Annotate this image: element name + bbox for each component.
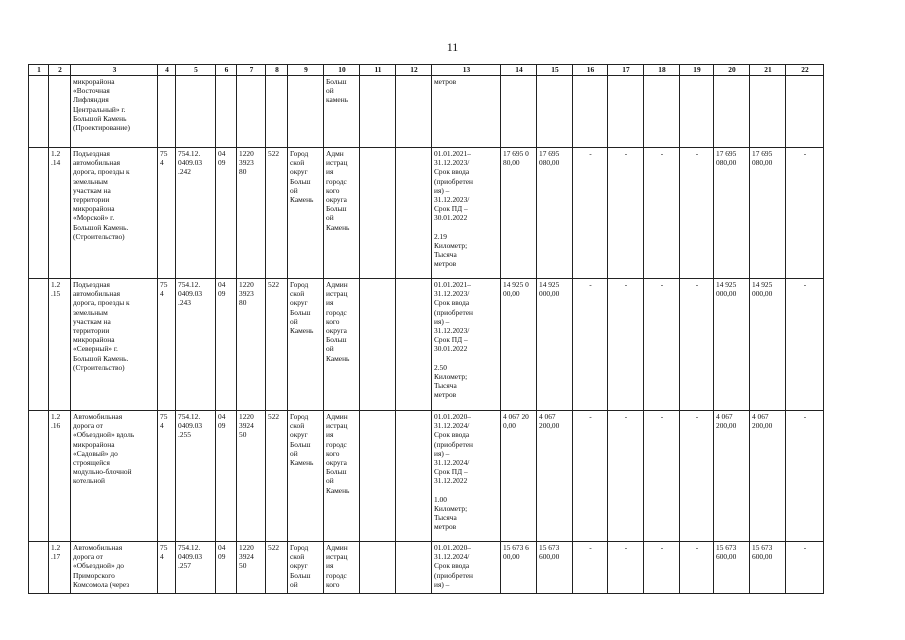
cell-amount: - (680, 279, 714, 411)
cell-code: 522 (266, 148, 288, 279)
cell-administrator: Больш ой камень (324, 76, 360, 148)
cell-code: 1220 3923 80 (237, 148, 266, 279)
cell-empty (360, 542, 396, 594)
column-header: 4 (158, 65, 176, 76)
cell-amount (608, 76, 644, 148)
cell-empty (396, 76, 432, 148)
cell-code: 04 09 (216, 411, 237, 542)
cell-empty (396, 542, 432, 594)
column-header: 6 (216, 65, 237, 76)
cell-code: 1220 3924 50 (237, 542, 266, 594)
cell-number (49, 76, 71, 148)
cell-amount: - (786, 279, 824, 411)
cell-amount: - (786, 542, 824, 594)
table-row (29, 411, 824, 542)
cell-empty (360, 279, 396, 411)
page-number: 11 (446, 40, 459, 54)
cell-amount: 17 695 080,00 (537, 148, 573, 279)
cell-code: 522 (266, 279, 288, 411)
cell-empty (360, 411, 396, 542)
column-header: 17 (608, 65, 644, 76)
cell-amount: 14 925 000,00 (750, 279, 786, 411)
column-header: 18 (644, 65, 680, 76)
cell-municipality: Город ской округ Больш ой Камень (288, 279, 324, 411)
table-row (29, 542, 824, 594)
column-header: 7 (237, 65, 266, 76)
table-row (29, 279, 824, 411)
cell-code: 04 09 (216, 148, 237, 279)
cell-index (29, 411, 49, 542)
cell-amount: 15 673 600,00 (714, 542, 750, 594)
cell-index (29, 148, 49, 279)
cell-administrator: Админ истрац ия городс кого округа Больш ой Камень (324, 411, 360, 542)
cell-code: 522 (266, 542, 288, 594)
cell-administrator: Адмн истрац ия городс кого округа Больш ой Камень (324, 148, 360, 279)
cell-amount (714, 76, 750, 148)
cell-administrator: Админ истрац ия городс кого (324, 542, 360, 594)
column-header: 1 (29, 65, 49, 76)
column-header: 14 (501, 65, 537, 76)
cell-amount: 15 673 6 00,00 (501, 542, 537, 594)
cell-code: 04 09 (216, 542, 237, 594)
column-header: 3 (71, 65, 158, 76)
column-header: 9 (288, 65, 324, 76)
cell-code: 04 09 (216, 279, 237, 411)
cell-number: 1.2 .14 (49, 148, 71, 279)
cell-amount: 4 067 20 0,00 (501, 411, 537, 542)
cell-code: 522 (266, 411, 288, 542)
cell-amount: 17 695 0 80,00 (501, 148, 537, 279)
cell-code (158, 76, 176, 148)
table-row (29, 148, 824, 279)
cell-municipality (288, 76, 324, 148)
cell-code: 754.12. 0409.03 .243 (176, 279, 216, 411)
cell-amount: - (573, 148, 608, 279)
cell-index (29, 279, 49, 411)
cell-amount (786, 76, 824, 148)
cell-object-name: микрорайона «Восточная Лифляндия Центральный» г. Большой Камень (Проектирование) (71, 76, 158, 148)
header-row (29, 65, 824, 76)
column-header: 10 (324, 65, 360, 76)
cell-municipality: Город ской округ Больш ой (288, 542, 324, 594)
cell-object-name: Подъездная автомобильная дорога, проезды к земельным участкам на территории микрорайона «Северный» г. Большой Камень. (Строительство) (71, 279, 158, 411)
column-header: 11 (360, 65, 396, 76)
cell-code: 1220 3923 80 (237, 279, 266, 411)
cell-code: 754.12. 0409.03 .255 (176, 411, 216, 542)
cell-amount: - (644, 148, 680, 279)
cell-amount (501, 76, 537, 148)
column-header: 19 (680, 65, 714, 76)
cell-number: 1.2 .17 (49, 542, 71, 594)
cell-empty (396, 411, 432, 542)
cell-amount: - (786, 148, 824, 279)
cell-code: 75 4 (158, 279, 176, 411)
cell-amount: 17 695 080,00 (750, 148, 786, 279)
cell-amount: - (608, 279, 644, 411)
column-header: 5 (176, 65, 216, 76)
column-header: 22 (786, 65, 824, 76)
cell-code (237, 76, 266, 148)
column-header: 13 (432, 65, 501, 76)
cell-amount (644, 76, 680, 148)
cell-code: 754.12. 0409.03 .242 (176, 148, 216, 279)
column-header: 12 (396, 65, 432, 76)
cell-amount: 14 925 000,00 (537, 279, 573, 411)
cell-empty (396, 279, 432, 411)
cell-municipality: Город ской округ Больш ой Камень (288, 148, 324, 279)
cell-dates: 01.01.2020– 31.12.2024/ Срок ввода (приобретен ия) – (432, 542, 501, 594)
column-header: 8 (266, 65, 288, 76)
cell-amount: 4 067 200,00 (714, 411, 750, 542)
cell-dates: 01.01.2021– 31.12.2023/ Срок ввода (приобретен ия) – 31.12.2023/ Срок ПД – 30.01.2022 2.50 Километр; Тысяча метров (432, 279, 501, 411)
cell-empty (360, 76, 396, 148)
cell-amount: - (644, 542, 680, 594)
cell-code: 1220 3924 50 (237, 411, 266, 542)
cell-dates: метров (432, 76, 501, 148)
cell-amount: 4 067 200,00 (537, 411, 573, 542)
program-table (28, 64, 824, 594)
cell-amount (750, 76, 786, 148)
column-header: 21 (750, 65, 786, 76)
cell-amount: - (644, 279, 680, 411)
cell-amount: - (573, 411, 608, 542)
cell-amount: - (644, 411, 680, 542)
cell-amount (680, 76, 714, 148)
cell-amount: 17 695 080,00 (714, 148, 750, 279)
table-row (29, 76, 824, 148)
cell-municipality: Город ской округ Больш ой Камень (288, 411, 324, 542)
cell-object-name: Подъездная автомобильная дорога, проезды к земельным участкам на территории микрорайона «Морской» г. Большой Камень. (Строительство) (71, 148, 158, 279)
cell-amount: - (786, 411, 824, 542)
cell-object-name: Автомобильная дорога от «Объездной» вдоль микрорайона «Садовый» до строящейся модульно-блочной котельной (71, 411, 158, 542)
cell-amount: - (608, 148, 644, 279)
cell-code (216, 76, 237, 148)
column-header: 15 (537, 65, 573, 76)
column-header: 16 (573, 65, 608, 76)
cell-number: 1.2 .16 (49, 411, 71, 542)
cell-code: 754.12. 0409.03 .257 (176, 542, 216, 594)
cell-amount: - (680, 411, 714, 542)
cell-amount: - (608, 542, 644, 594)
cell-amount (537, 76, 573, 148)
cell-amount: 15 673 600,00 (537, 542, 573, 594)
cell-amount: - (680, 148, 714, 279)
cell-index (29, 76, 49, 148)
cell-code: 75 4 (158, 148, 176, 279)
cell-amount: - (608, 411, 644, 542)
column-header: 2 (49, 65, 71, 76)
cell-dates: 01.01.2020– 31.12.2024/ Срок ввода (приобретен ия) – 31.12.2024/ Срок ПД – 31.12.2022 1.00 Километр; Тысяча метров (432, 411, 501, 542)
cell-amount: - (573, 279, 608, 411)
cell-empty (396, 148, 432, 279)
cell-administrator: Админ истрац ия городс кого округа Больш ой Камень (324, 279, 360, 411)
cell-dates: 01.01.2021– 31.12.2023/ Срок ввода (приобретен ия) – 31.12.2023/ Срок ПД – 30.01.2022 2.19 Километр; Тысяча метров (432, 148, 501, 279)
cell-code: 75 4 (158, 542, 176, 594)
cell-amount: 14 925 000,00 (714, 279, 750, 411)
cell-code (266, 76, 288, 148)
cell-number: 1.2 .15 (49, 279, 71, 411)
cell-amount: 14 925 0 00,00 (501, 279, 537, 411)
column-header: 20 (714, 65, 750, 76)
cell-amount: 15 673 600,00 (750, 542, 786, 594)
cell-object-name: Автомобильная дорога от «Объездной» до Приморского Комсомола (через (71, 542, 158, 594)
cell-index (29, 542, 49, 594)
cell-amount (573, 76, 608, 148)
cell-amount: - (573, 542, 608, 594)
cell-amount: - (680, 542, 714, 594)
cell-code (176, 76, 216, 148)
cell-code: 75 4 (158, 411, 176, 542)
cell-amount: 4 067 200,00 (750, 411, 786, 542)
cell-empty (360, 148, 396, 279)
